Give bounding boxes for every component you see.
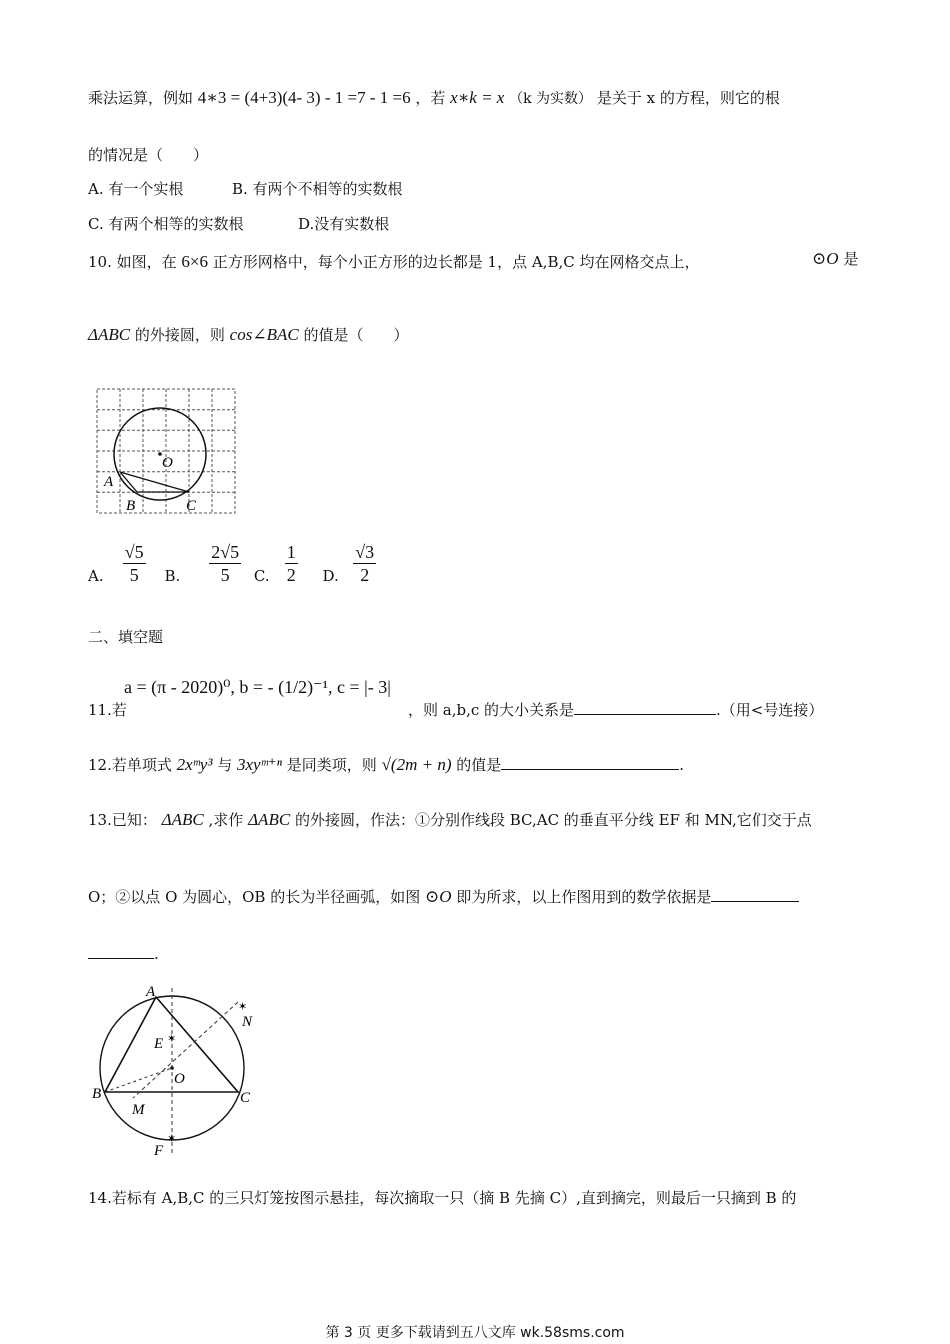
q10-label-c: C — [186, 498, 197, 514]
q10-opt-c-num: 1 — [286, 542, 296, 562]
q13-line3 — [88, 944, 159, 964]
q13-label-c: C — [240, 1090, 251, 1106]
q10-opt-b-frac — [209, 541, 241, 586]
q9-line1-suffix: 是关于 x 的方程，则它的根 — [596, 89, 780, 107]
q12-sqrt-expr: √(2m + n) — [381, 755, 452, 774]
q13-triangle1: ΔABC — [161, 810, 204, 829]
q13-label-m: M — [132, 1102, 145, 1118]
q10-line2 — [88, 325, 408, 345]
q12-suffix: 的值是 — [456, 756, 502, 774]
q10-opt-a-den: 5 — [129, 565, 139, 585]
q10-line2-mid: 的外接圆，则 — [134, 326, 225, 344]
q10-opt-d-num: √3 — [355, 542, 375, 562]
q12-line — [88, 755, 684, 775]
q11-tail: .（用<号连接） — [716, 701, 824, 719]
q13-line1 — [88, 810, 812, 830]
q13-rest: 的外接圆，作法：①分别作线段 BC,AC 的垂直平分线 EF 和 MN,它们交于点 — [294, 811, 812, 829]
q14-line1: 14.若标有 A,B,C 的三只灯笼按图示悬挂，每次摘取一只（摘 B 先摘 C）,直到摘完，则最后一只摘到 B 的 — [88, 1189, 797, 1207]
q10-line2-suffix: 的值是（ ） — [303, 326, 409, 344]
q13-tail: . — [154, 945, 159, 963]
q10-cos-expr: cos∠BAC — [229, 325, 299, 344]
q9-option-b: B. 有两个不相等的实数根 — [232, 180, 403, 198]
q13-label-b: B — [92, 1086, 102, 1102]
q10-opt-c-frac — [285, 541, 298, 586]
q12-term1: 2xᵐy³ — [176, 755, 213, 774]
q13-prefix: 13.已知： — [88, 811, 157, 829]
q10-prefix: 10. 如图，在 — [88, 253, 177, 271]
q13-arc-mark-f: ✶ — [167, 1132, 177, 1145]
q9-example-expr: 4∗3 = (4+3)(4- 3) - 1 =7 - 1 =6 — [197, 88, 411, 107]
q9-line1-prefix: 乘法运算，例如 — [88, 89, 194, 107]
q12-term2: 3xyᵐ⁺ⁿ — [237, 755, 283, 774]
q13-label-e: E — [154, 1036, 164, 1052]
q10-opt-a-label: A. — [88, 567, 104, 585]
q10-grid-size: 6×6 — [181, 252, 208, 271]
q13-triangle2: ΔABC — [248, 810, 291, 829]
q13-answer-blank-b[interactable] — [88, 944, 154, 959]
q10-line1 — [88, 252, 700, 272]
q10-grid-lines — [97, 389, 235, 513]
q11-answer-blank[interactable] — [574, 700, 716, 715]
q10-suffix: 是 — [843, 250, 859, 268]
q13-line2-suffix: 即为所求，以上作图用到的数学依据是 — [456, 888, 712, 906]
q13-label-f: F — [154, 1143, 164, 1159]
q12-answer-blank[interactable] — [501, 755, 679, 770]
q13-mid: ,求作 — [208, 811, 244, 829]
q10-opt-d-frac — [353, 541, 376, 586]
q10-opt-b-den: 5 — [220, 565, 230, 585]
q10-grid-figure — [92, 384, 242, 519]
q9-paren: （k 为实数） — [509, 91, 593, 107]
q9-equation: x∗k = x — [450, 88, 505, 107]
q9-line2: 的情况是（ ） — [88, 146, 209, 164]
q9-option-a: A. 有一个实根 — [88, 180, 184, 198]
q10-label-b: B — [126, 498, 136, 514]
section-fill-in-title: 二、填空题 — [88, 628, 164, 646]
q12-mid1: 与 — [217, 756, 233, 774]
q13-arc-mark-e: ✶ — [167, 1032, 177, 1045]
q10-opt-a-frac — [123, 541, 146, 586]
q10-triangle: ΔABC — [88, 325, 131, 344]
q13-label-o: O — [174, 1071, 185, 1087]
page-footer: 第 3 页 更多下载请到五八文库 wk.58sms.com — [325, 1325, 625, 1341]
q12-prefix: 12.若单项式 — [88, 756, 172, 774]
q11-expression: a = (π - 2020)⁰, b = - (1/2)⁻¹, c = |- 3| — [124, 677, 391, 697]
q12-tail: . — [679, 756, 685, 774]
q10-opt-b-num: 2√5 — [211, 542, 240, 562]
q10-circle-symbol: ⊙O — [812, 249, 839, 268]
q10-label-o: O — [162, 455, 173, 471]
q13-label-a: A — [146, 984, 156, 1000]
q13-construction-figure — [88, 980, 263, 1165]
q10-circle-line1 — [812, 249, 858, 269]
q10-opt-a-num: √5 — [124, 542, 144, 562]
q10-opt-c-den: 2 — [286, 565, 296, 585]
q9-option-d: D.没有实数根 — [298, 215, 390, 233]
q10-options — [88, 541, 376, 586]
q10-opt-d-den: 2 — [360, 565, 370, 585]
q11-suffix: ，则 a,b,c 的大小关系是 — [408, 701, 575, 719]
q10-opt-d-label: D. — [322, 567, 339, 585]
q13-answer-blank-a[interactable] — [711, 887, 799, 902]
q11-prefix: 11.若 — [88, 701, 127, 719]
q9-line1-mid: ，若 — [415, 89, 446, 107]
q10-label-a: A — [104, 474, 114, 490]
q9-option-c: C. 有两个相等的实数根 — [88, 215, 244, 233]
q13-bisector-mn — [133, 1002, 238, 1098]
q13-line2 — [88, 887, 799, 907]
q10-opt-c-label: C. — [253, 567, 270, 585]
q13-line2-prefix: O；②以点 O 为圆心，OB 的长为半径画弧，如图 — [88, 888, 421, 906]
q13-center-dot — [170, 1066, 174, 1070]
q13-label-n: N — [242, 1014, 253, 1030]
q9-line1 — [88, 88, 780, 109]
q11-suffix-line — [408, 700, 823, 720]
q13-circle-symbol: ⊙O — [425, 887, 452, 906]
q10-opt-b-label: B. — [164, 567, 181, 585]
q13-arc-mark-n: ✶ — [238, 1000, 248, 1013]
q10-mid: 正方形网格中，每个小正方形的边长都是 1，点 A,B,C 均在网格交点上， — [212, 253, 700, 271]
q12-mid2: 是同类项，则 — [286, 756, 377, 774]
